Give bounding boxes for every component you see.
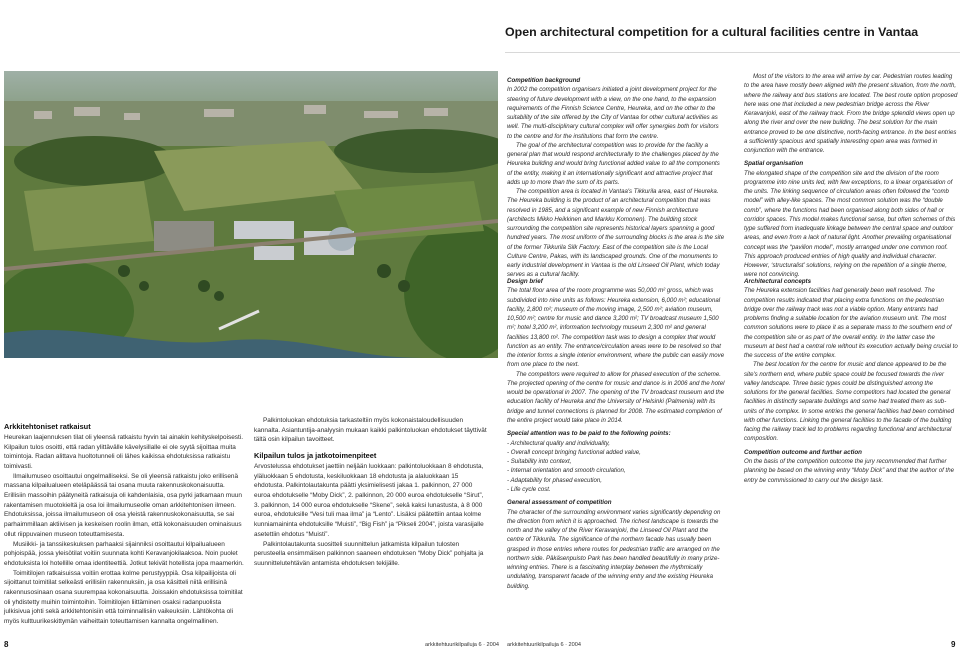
paragraph: Musiikki- ja tanssikeskuksen parhaaksi sijainniksi osoittautui kilpailualueen pohjoispää, jossa yleisötilat voitiin suunnata kohti Keravanjokilaaksoa. Noin puolet ehdotuksista loi hotellille omaa identiteettiä. Jotkut tekivät hotellista jopa maamerkin.: [4, 540, 244, 567]
paragraph: The competition area is located in Vantaa's Tikkurila area, east of Heureka. The Heureka building is the product of an architectural competition that was resolved in 1985, and a significant example of new Finnish architecture (architects Mikko Heikkinen and Markku Komonen). The building stock surrounding the competition site represents historical layers spanning a good hundred years. The most uniform of the surrounding blocks is the area is the site of the former Tikkurila Silk Factory. East of the competition site is the Local Culture Centre, Pakas, with its landscaped grounds. One of the monuments to early industrial development in Vantaa is the old Linseed Oil Plant, which today serves as a cultural facility.: [507, 188, 725, 279]
heading-spatial-organisation: Spatial organisation: [744, 160, 804, 168]
paragraph: The Heureka extension facilities had generally been well resolved. The competition results indicated that placing extra functions on the pedestrian bridge over the railway track was not a viable option. Many entrants had problems finding a suitable location for the aviation museum unit. The most common solutions were to place it as a separate mass to the southern end of the competition site or as part of the overall entity. In the latter case the museum at best had a central role without its execution actually being crucial to the success of the entire complex.: [744, 287, 958, 360]
list-item: - Life cycle cost.: [507, 485, 551, 493]
aerial-photo: [4, 71, 498, 358]
page-title: Open architectural competition for a cultural facilities centre in Vantaa: [505, 25, 919, 39]
paragraph: The total floor area of the room programme was 50,000 m² gross, which was subdivided into nine units as follows: Heureka extension, 6,000 m²; educational facility, 2,800 m²; museum of the moving image, 2,500 m²; aviation museum, 10,500 m²; centre for music and dance 3,200 m²; TV broadcast museum 1,500 m²; hotel 3,200 m², information technology museum 2,300 m² and general facilities 13,800 m². The competition task was to design a complex that would function as an entity. The entrance/circulation areas were to be resolved so that the interior forms a single interior environment, where the public can easily move from one place to the next.: [507, 287, 725, 369]
list-item: - Architectural quality and individuality,: [507, 439, 610, 447]
paragraph: Arvostelussa ehdotukset jaettiin neljään luokkaan: palkintoluokkaan 8 ehdotusta, yläluokkaan 5 ehdotusta, keskiluokkaan 18 ehdotusta ja alaluokkaan 15 ehdotusta. Palkintolautakunta päätti yksimielisesti jakaa 1. palkinnon, 27 000 euroa ehdotukselle “Moby Dick”, 2. palkinnon, 20 000 euroa ehdotukselle “Sirut”, 3. palkinnon, 14 000 euroa ehdotukselle “Skene”, sekä kaksi lunastusta, à 8 000 euroa, ehdotuksille “Vesi tuli maa ilma” ja “Lento”. Lisäksi päätettiin antaa kolme kunniamaininta ehdotuksille “Muisti”, “Big Fish” ja “Pikseli 2004”, joista varasijalle asetettiin ehdotus “Muisti”.: [254, 463, 484, 538]
paragraph: Ilmailumuseo osoittautui ongelmalliseksi. Se oli yleensä ratkaistu joko erillisenä massana kilpailualueen eteläpäässä tai osana muuta rakennuskokonaisuutta. Erillisiin massoihin päätyneitä ratkaisuja oli kahdenlaisia, osa pyrki jatkamaan muun rakentamisen muotokieltä ja osa loi ilmailumuseolle oman arkkitehtonisen ilmeen. Ehdotuksissa, joissa ilmailumuseon oli osa yleistä rakennuskokonaisuutta, se sai parhaimmillaan aktiivisen ja keskeisen roolin ilman, että kokonaisuuden ominaisuus ollut riippuvainen museon toteuttamisesta.: [4, 472, 242, 538]
magazine-footer-right: arkkitehtuurikilpailuja 6 · 2004: [507, 642, 582, 648]
heading-architectural-concepts: Architectural concepts: [744, 278, 812, 285]
heading-design-brief: Design brief: [507, 278, 543, 285]
heading-special-attention: Special attention was to be paid to the following points:: [507, 430, 671, 438]
paragraph: The elongated shape of the competition site and the division of the room programme into nine units led, with few exceptions, to a linear organisation of the units. The linking sequence of circulation areas often followed the “comb model” with alley-like spaces. The most common solution was the “double comb”, where the functions had been organised along both sides of hall or corridor spaces. This model makes functional sense, but often schemes of this type suffered from inadequate linkage between the central space and outdoor areas, and even from a lack of natural light. Another prevailing organisational concept was the “pavilion model”, mostly arranged under one common roof. This approach produced entries of high quality and individual character. However, ‘structuralist’ solutions, relying on the repetition of a single theme, were not convincing.: [744, 169, 956, 279]
paragraph: The character of the surrounding environment varies significantly depending on the direction from which it is approached. The richest landscape is towards the north and the valley of the River Keravanjoki, the Linseed Oil Plant and the centre of Tikkurila. The significance of the northern facade has usually been grasped in those entries where routes for pedestrian traffic are arranged on the northern side. Päkäsenpuisto Park has been handled beautifully in many prize-winning entries. There is a fascinating interplay between the rhythmically undulating, transparent facade of the winning entry and the existing Heureka building.: [507, 508, 721, 590]
finnish-column-left: [4, 416, 244, 627]
heading-competition-background: Competition background: [507, 77, 581, 84]
paragraph: The goal of the architectural competition was to provide for the facility a general plan that would respond architecturally to the challenges placed by the Heureka building and would bring functional added value to all the components of the entity, making it an internationally significant and attractive project that adds up to more than the sum of its parts.: [507, 141, 720, 186]
heading-architectural-solutions-fi: Arkkitehtoniset ratkaisut: [4, 422, 91, 431]
paragraph: Toimitilojen ratkaisuissa voitiin erottaa kolme perustyyppiä. Osa kilpailijoista oli sijoittanut toimitilat selkeästi erillisiin rakennuksiin, ja osa käsitteli niitä erillisinä rakennusosinaan osana suurempaa kokonaisuutta. Joissakin ehdotuksissa toimitilat oli yhdistetty muihin toimintoihin. Toimitilojen liittäminen osaksi radanpuolista julkisivua johti sekä arkkitehtonisiin että toiminnallisiin vaikeuksiin. Lähtökohta oli myös kulttuurikeskittymän vaiheittain toteuttamisen kannalta ongelmallinen.: [4, 569, 243, 625]
english-column-3: [507, 273, 725, 591]
english-column-4: [744, 273, 958, 485]
list-item: - Adaptability for phased execution,: [507, 476, 602, 484]
heading-competition-outcome: Competition outcome and further action: [744, 448, 862, 456]
paragraph: The competitors were required to allow for phased execution of the scheme. The projected opening of the centre for music and dance is in 2006 and the hotel would be operational in 2007. The opening of the TV broadcast museum and the education facility of Heureka and the University of Helsinki (Palmenia) with its bridge and tunnel connections is planned for 2008. The estimated completion of the entire project would take place in 2014.: [507, 370, 725, 424]
page-number-right: 9: [951, 640, 956, 649]
paragraph: Palkintoluokan ehdotuksia tarkasteltiin myös kokonaistaloudellisuuden kannalta. Asiantuntija-analyysin mukaan kaikki palkintoluokan ehdotukset täyttivät tältä osin kilpailun tavoitteet.: [254, 417, 487, 444]
english-column-2: [744, 72, 958, 280]
paragraph: On the basis of the competition outcome the jury recommended that further planning be based on the winning entry “Moby Dick” and that the author of the entry be commissioned to carry out the design task.: [744, 458, 955, 484]
paragraph: In 2002 the competition organisers initiated a joint development project for the steering of future development with a view, on the one hand, to the expansion requirements of the Finnish Science Centre, Heureka, and on the other to the suitability of the site offered by the City of Vantaa for other cultural activities as well. The multi-disciplinary cultural complex will offer synergies both for visitors to the centre and for the institutions that form the centre.: [507, 86, 719, 140]
heading-result-fi: Kilpailun tulos ja jatkotoimenpiteet: [254, 451, 377, 461]
heading-general-assessment: General assessment of competition: [507, 499, 612, 507]
paragraph: Most of the visitors to the area will arrive by car. Pedestrian routes leading to the area have mostly been aligned with the present situation, from the north, where the railway and bus stations are located. The best route option proposed here was one that included a new pedestrian bridge across the River Keravanjoki, east of the railway track. From the bridge splendid views open up along the river and over the new building. The best solution for the main entrance proved to be one distinctive, north-facing entrance. In the best entries a sufficiently spacious and spatially interesting open area was formed in conjunction with the entrance.: [744, 73, 958, 154]
paragraph: Palkintolautakunta suositteli suunnittelun jatkamista kilpailun tulosten perusteella ensimmäisen palkinnon saaneen ehdotuksen “Moby Dick” pohjalta ja suunnittelutehtävän antamista ehdotuksen tekijälle.: [254, 540, 484, 567]
paragraph: Heurekan laajennuksen tilat oli yleensä ratkaistu hyvin tai ainakin kehityskelpoisesti. Kilpailun tulos osoitti, että radan ylittävälle kävelysillalle ei ole syytä sijoittaa muita toimintoja. Radan alittava huoltotunneli oli lähes kaikissa ehdotuksissa ratkaistu toimivasti.: [4, 434, 244, 471]
paragraph: The best location for the centre for music and dance appeared to be the site's northern end, where public space could be focused towards the river valley landscape. Three basic types could be distinguished among the solutions for the general facilities. Some competitors had located the general facilities in distinctly separate buildings and some had treated them as sub-units of the complex. In some entries the general facilities had been combined with other functions. Linking the general facilities to the facade of the building facing the railway track led to problems regarding functional and architectural composition.: [744, 361, 955, 443]
list-item: - Suitability into context,: [507, 458, 572, 466]
list-item: - Internal orientation and smooth circulation,: [507, 467, 626, 475]
list-item: - Overall concept bringing functional added value,: [507, 448, 641, 456]
magazine-footer-left: arkkitehtuurikilpailuja 6 · 2004: [425, 642, 500, 648]
english-column-1: [507, 72, 725, 280]
finnish-column-right: [254, 416, 490, 569]
special-points-list: [507, 439, 725, 495]
title-divider: [505, 52, 960, 53]
page-number-left: 8: [4, 640, 9, 649]
aerial-photo-drawing: [4, 71, 498, 358]
